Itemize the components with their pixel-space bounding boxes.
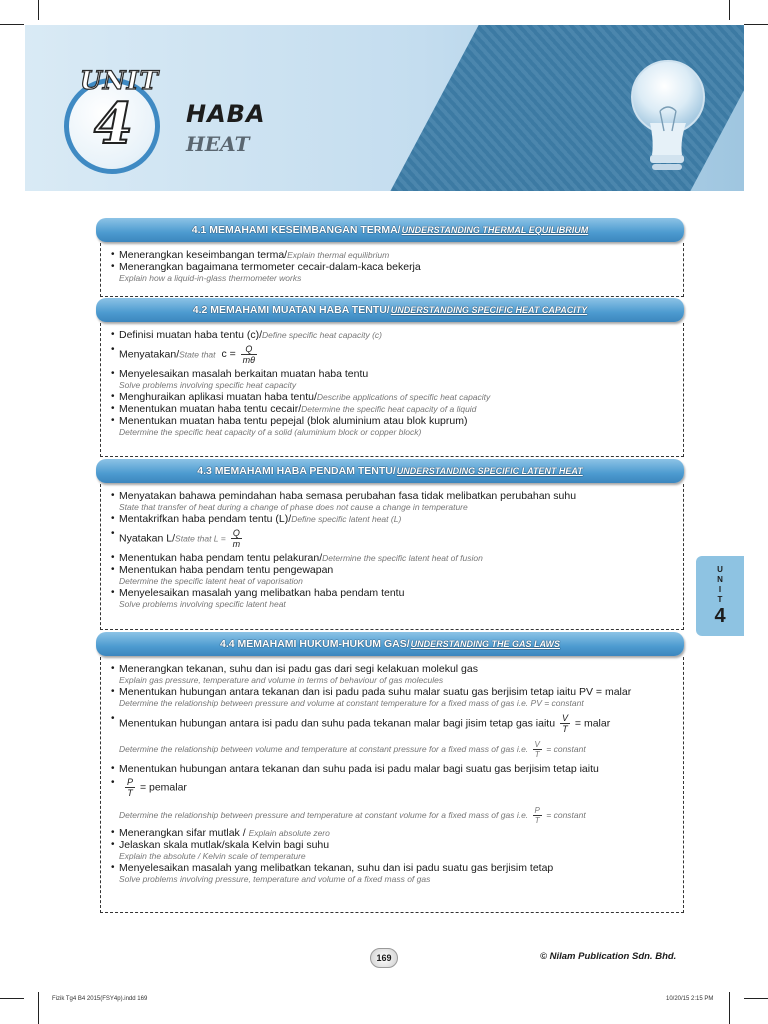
section-title-en: UNDERSTANDING THERMAL EQUILIBRIUM xyxy=(401,225,589,235)
unit-number: 4 xyxy=(94,91,133,157)
file-slug: Fizik Tg4 B4 2015(FSY4p).indd 169 xyxy=(52,996,148,1002)
section-title-ms: 4.2 MEMAHAMI MUATAN HABA TENTU/ xyxy=(192,304,390,316)
section-body-4-3 xyxy=(100,484,684,630)
section-header-4-3 xyxy=(96,459,684,483)
list-item: • Menentukan muatan haba tentu cecair/Determine the specific heat capacity of a liquid xyxy=(111,403,677,415)
list-item-translation: Solve problems involving specific heat capacity xyxy=(119,380,297,390)
list-item-translation: Determine the relationship between volume and temperature at constant pressure for a fixed mass of gas i.e. $\frac{V}{T}$ = constant xyxy=(119,740,586,759)
lightbulb-icon xyxy=(610,51,710,181)
list-item-translation: Determine the specific latent heat of vaporisation xyxy=(119,576,303,586)
list-item-translation: Determine the specific heat capacity of a solid (aluminium block or copper block) xyxy=(119,427,422,437)
list-item-translation: Explain the absolute / Kelvin scale of temperature xyxy=(119,851,306,861)
unit-side-tab xyxy=(696,556,744,636)
crop-mark xyxy=(744,998,768,999)
list-item: • Menentukan hubungan antara isi padu dan suhu pada tekanan malar bagi jisim tetap gas iaitu $\frac{V}{T}$ = malar xyxy=(111,713,677,734)
formula-fraction: $\frac{V}{T}$ xyxy=(534,740,540,759)
section-title-ms: 4.1 MEMAHAMI KESEIMBANGAN TERMA/ xyxy=(191,224,401,236)
crop-mark xyxy=(38,992,39,1024)
list-item-translation: Determine the relationship between pressure and temperature at constant volume for a fixed mass of gas i.e. $\frac{P}{T}$ = constant xyxy=(119,806,586,825)
chapter-title: HABA xyxy=(186,100,266,128)
formula-fraction: $\frac{Q}{m}$ xyxy=(232,528,241,549)
section-title-ms: 4.4 MEMAHAMI HUKUM-HUKUM GAS/ xyxy=(220,638,410,650)
list-item: • Menentukan muatan haba tentu pepejal (blok aluminium atau blok kuprum) xyxy=(111,415,677,427)
formula-fraction: $\frac{P}{T}$ xyxy=(534,806,540,825)
crop-mark xyxy=(0,998,24,999)
list-item: • Menentukan hubungan antara tekanan dan suhu pada isi padu malar bagi suatu gas berjisim tetap iaitu xyxy=(111,763,677,775)
list-item-translation: Solve problems involving pressure, temperature and volume of a fixed mass of gas xyxy=(119,874,431,884)
section-body-4-2 xyxy=(100,323,684,457)
section-header-4-2 xyxy=(96,298,684,322)
list-item: • Menyelesaikan masalah yang melibatkan tekanan, suhu dan isi padu suatu gas berjisim tetap xyxy=(111,862,677,874)
section-header-4-4 xyxy=(96,632,684,656)
section-header-4-1 xyxy=(96,218,684,242)
crop-mark xyxy=(729,0,730,20)
list-item-formula: • $\frac{P}{T}$ = pemalar xyxy=(111,777,677,798)
formula-fraction: $\frac{V}{T}$ xyxy=(561,713,568,734)
crop-mark xyxy=(0,24,24,25)
formula-fraction: $\frac{Q}{m\theta}$ xyxy=(242,344,256,365)
list-item: • Definisi muatan haba tentu (c)/Define specific heat capacity (c) xyxy=(111,329,677,341)
publisher-credit: © Nilam Publication Sdn. Bhd. xyxy=(540,951,677,962)
side-tab-letters: U N I T xyxy=(717,565,723,604)
crop-mark xyxy=(38,0,39,20)
list-item-translation: Explain gas pressure, temperature and volume in terms of behaviour of gas molecules xyxy=(119,675,444,685)
list-item: • Menerangkan bagaimana termometer cecair-dalam-kaca bekerja xyxy=(111,261,677,273)
list-item-translation: Solve problems involving specific latent heat xyxy=(119,599,286,609)
list-item: • Menyatakan/State that c = $\frac{Q}{m\theta}$ xyxy=(111,344,677,365)
list-item: • Mentakrifkan haba pendam tentu (L)/Define specific latent heat (L) xyxy=(111,513,677,525)
list-item: • Menerangkan tekanan, suhu dan isi padu gas dari segi kelakuan molekul gas xyxy=(111,663,677,675)
formula-fraction: • $\frac{P}{T}$ xyxy=(127,777,134,798)
page-number: 169 xyxy=(370,948,398,968)
list-item: • Menerangkan keseimbangan terma/Explain thermal equilibrium xyxy=(111,249,677,261)
list-item-translation: State that transfer of heat during a change of phase does not cause a change in temperature xyxy=(119,502,468,512)
section-body-4-4 xyxy=(100,657,684,913)
section-title-en: UNDERSTANDING THE GAS LAWS xyxy=(410,639,560,649)
list-item: • Menyelesaikan masalah berkaitan muatan haba tentu xyxy=(111,368,677,380)
list-item: • Menentukan hubungan antara tekanan dan isi padu pada suhu malar suatu gas berjisim tetap iaitu PV = malar xyxy=(111,686,677,698)
list-item-translation: Determine the relationship between pressure and volume at constant temperature for a fixed mass of gas i.e. PV = constant xyxy=(119,698,584,708)
crop-mark xyxy=(744,24,768,25)
crop-mark xyxy=(729,992,730,1024)
list-item: • Nyatakan L/State that L = $\frac{Q}{m}$ xyxy=(111,528,677,549)
section-title-en: UNDERSTANDING SPECIFIC HEAT CAPACITY xyxy=(390,305,588,315)
list-item: • Menyatakan bahawa pemindahan haba semasa perubahan fasa tidak melibatkan perubahan suhu xyxy=(111,490,677,502)
section-title-en: UNDERSTANDING SPECIFIC LATENT HEAT xyxy=(396,466,583,476)
list-item: • Jelaskan skala mutlak/skala Kelvin bagi suhu xyxy=(111,839,677,851)
list-item: • Menerangkan sifar mutlak / Explain absolute zero xyxy=(111,827,677,839)
list-item: • Menghuraikan aplikasi muatan haba tentu/Describe applications of specific heat capacity xyxy=(111,391,677,403)
chapter-subtitle: HEAT xyxy=(186,132,250,156)
unit-label: UNIT xyxy=(80,66,159,95)
section-body-4-1 xyxy=(100,243,684,297)
list-item: • Menentukan haba pendam tentu pelakuran/Determine the specific latent heat of fusion xyxy=(111,552,677,564)
print-timestamp: 10/20/15 2:15 PM xyxy=(666,996,714,1002)
section-title-ms: 4.3 MEMAHAMI HABA PENDAM TENTU/ xyxy=(197,465,396,477)
side-tab-number: 4 xyxy=(714,605,726,627)
list-item: • Menyelesaikan masalah yang melibatkan haba pendam tentu xyxy=(111,587,677,599)
list-item: • Menentukan haba pendam tentu pengewapan xyxy=(111,564,677,576)
list-item-translation: Explain how a liquid-in-glass thermometer works xyxy=(119,273,302,283)
